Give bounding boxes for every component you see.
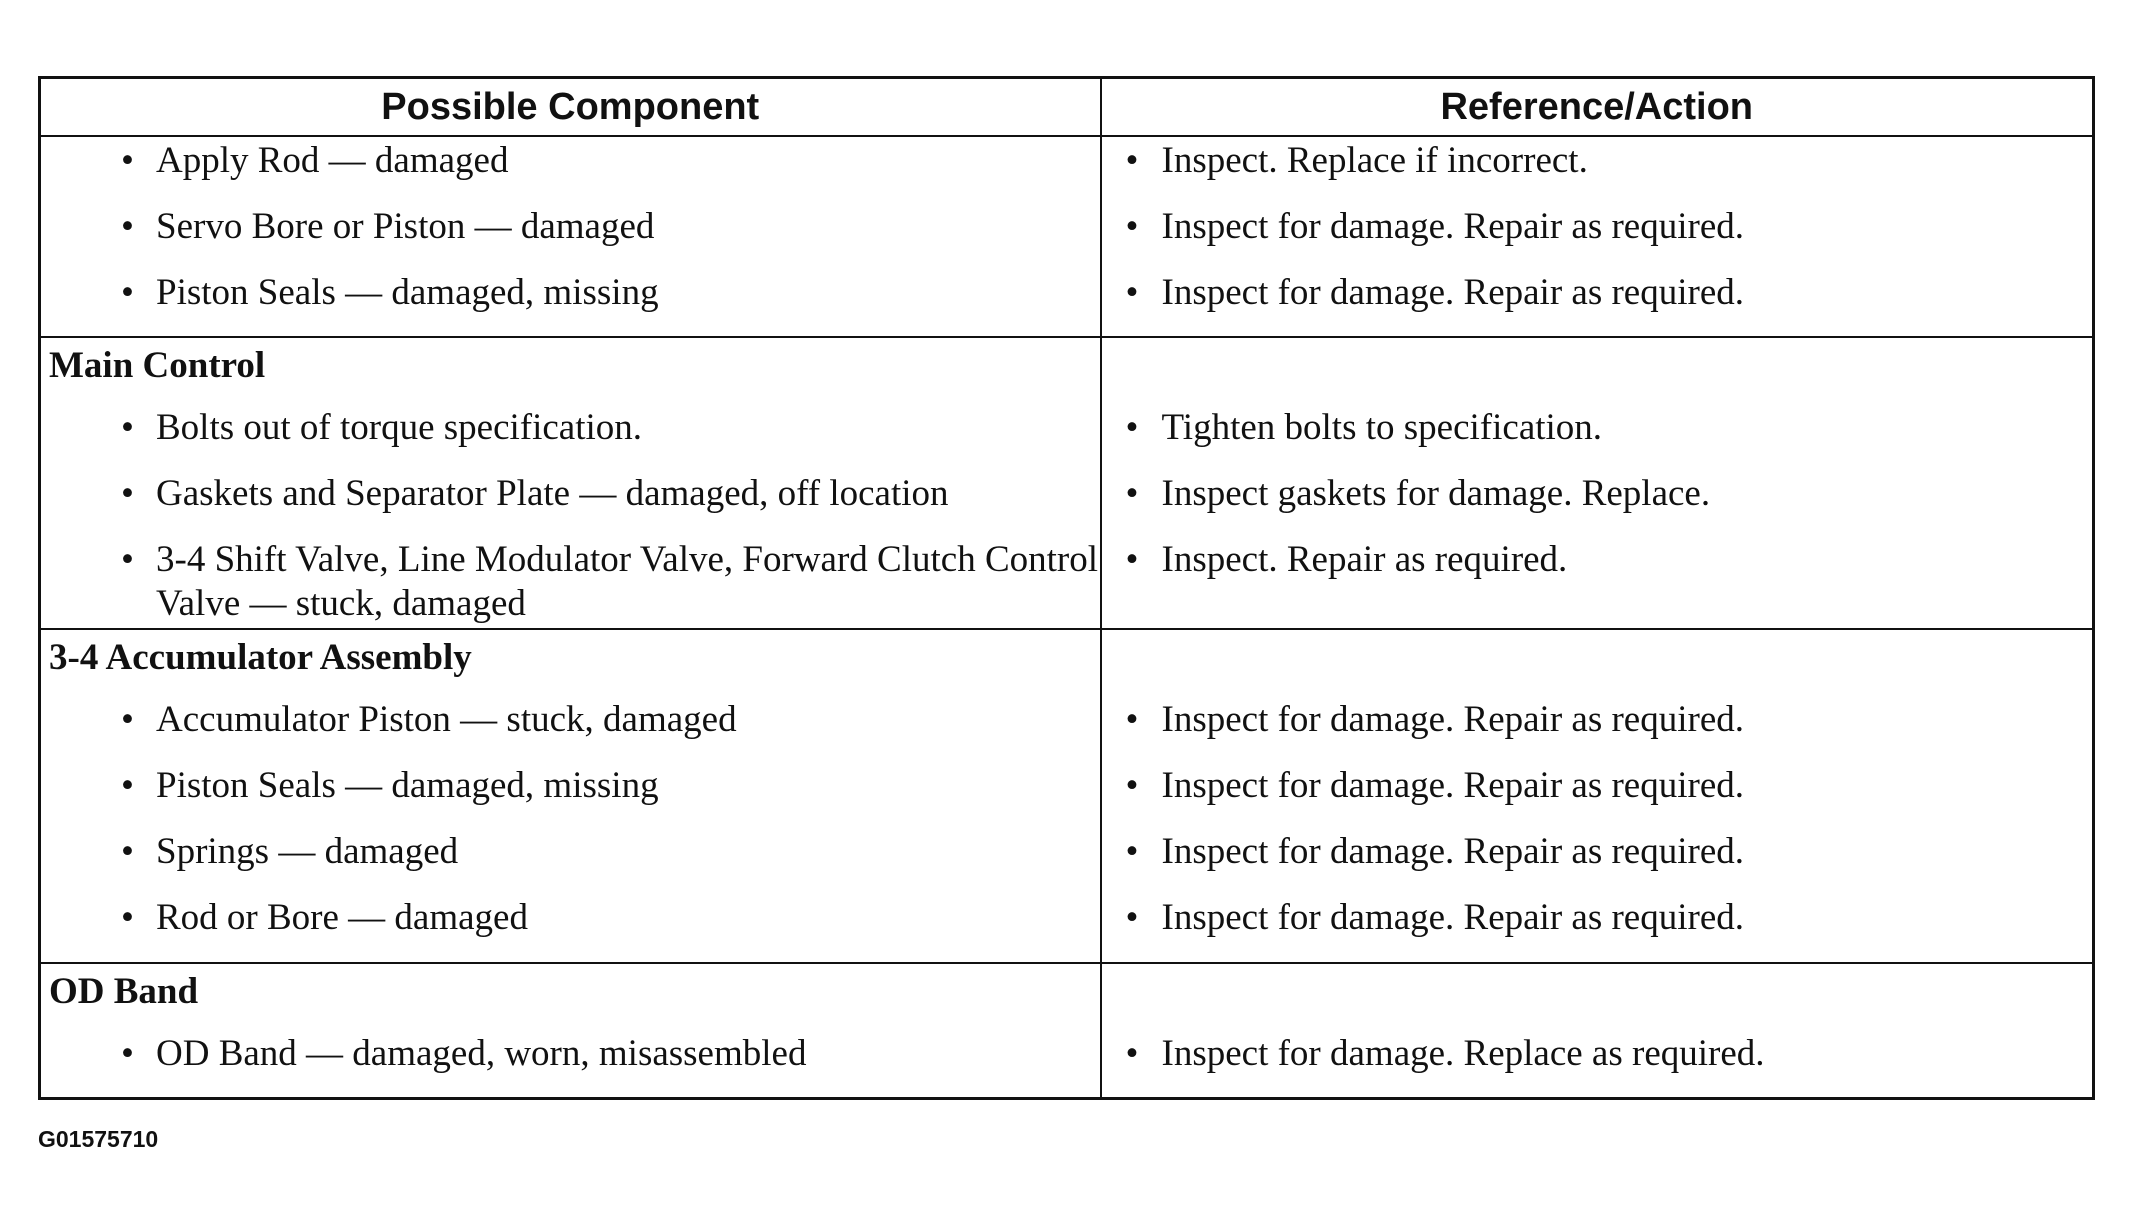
action-cell — [1101, 337, 2094, 629]
table-header-row — [40, 78, 2094, 137]
action-item-text: Inspect for damage. Repair as required. — [1161, 897, 1744, 939]
figure-id: G01575710 — [38, 1126, 159, 1152]
component-item — [41, 894, 1100, 960]
section-spacer — [1102, 964, 2093, 1030]
bullet-icon: • — [121, 140, 134, 181]
action-item — [1102, 404, 2093, 470]
bullet-icon: • — [121, 539, 134, 581]
table-row — [40, 963, 2094, 1098]
component-item-text: Apply Rod — damaged — [156, 140, 509, 181]
section-title: OD Band — [49, 971, 199, 1013]
bullet-icon: • — [1125, 765, 1139, 807]
table-row — [40, 629, 2094, 963]
component-cell — [40, 337, 1101, 629]
component-item-text: OD Band — damaged, worn, misassembled — [156, 1033, 807, 1075]
diagnosis-table — [38, 76, 2095, 1100]
component-cell — [40, 629, 1101, 963]
bullet-icon: • — [121, 765, 134, 807]
section-spacer — [1102, 630, 2093, 696]
header-reference-action: Reference/Action — [1101, 78, 2094, 137]
component-item-text: Bolts out of torque specification. — [156, 407, 643, 449]
bullet-icon: • — [1125, 473, 1139, 515]
action-item — [1102, 536, 2093, 626]
action-item — [1102, 137, 2093, 203]
action-cell — [1101, 136, 2094, 337]
action-item-text: Inspect. Replace if incorrect. — [1161, 140, 1588, 181]
component-item — [41, 404, 1100, 470]
component-item — [41, 137, 1100, 203]
bullet-icon: • — [1125, 897, 1139, 939]
component-cell — [40, 136, 1101, 337]
action-cell — [1101, 963, 2094, 1098]
component-item-text: Rod or Bore — damaged — [156, 897, 528, 939]
action-item-text: Inspect gaskets for damage. Replace. — [1161, 473, 1711, 515]
component-item — [41, 1030, 1100, 1096]
action-item — [1102, 696, 2093, 762]
component-item — [41, 470, 1100, 536]
section-title: 3-4 Accumulator Assembly — [49, 637, 472, 679]
header-possible-component: Possible Component — [40, 78, 1101, 137]
action-item — [1102, 470, 2093, 536]
bullet-icon: • — [1125, 1033, 1139, 1075]
component-item-text: Accumulator Piston — stuck, damaged — [156, 699, 737, 741]
bullet-icon: • — [121, 831, 134, 873]
component-item-text: Servo Bore or Piston — damaged — [156, 206, 655, 247]
action-item-text: Inspect for damage. Repair as required. — [1161, 272, 1744, 313]
bullet-icon: • — [1125, 699, 1139, 741]
action-item-text: Inspect for damage. Repair as required. — [1161, 699, 1744, 741]
component-item-text: 3-4 Shift Valve, Line Modulator Valve, Forward Clutch Control Valve — stuck, damaged — [156, 539, 1099, 625]
component-item-text: Piston Seals — damaged, missing — [156, 765, 659, 807]
component-item-text: Piston Seals — damaged, missing — [156, 272, 659, 313]
component-item — [41, 828, 1100, 894]
action-item — [1102, 894, 2093, 960]
bullet-icon: • — [121, 272, 134, 313]
action-item — [1102, 828, 2093, 894]
table-row — [40, 337, 2094, 629]
bullet-icon: • — [1125, 407, 1139, 449]
component-item — [41, 203, 1100, 269]
bullet-icon: • — [1125, 831, 1139, 873]
action-item-text: Tighten bolts to specification. — [1161, 407, 1603, 449]
component-item — [41, 762, 1100, 828]
bullet-icon: • — [121, 699, 134, 741]
component-item-text: Springs — damaged — [156, 831, 459, 873]
bullet-icon: • — [1125, 539, 1139, 581]
bullet-icon: • — [1125, 206, 1139, 247]
action-item-text: Inspect. Repair as required. — [1161, 539, 1568, 581]
bullet-icon: • — [1125, 140, 1139, 181]
bullet-icon: • — [121, 897, 134, 939]
action-item — [1102, 1030, 2093, 1096]
bullet-icon: • — [1125, 272, 1139, 313]
table-body — [40, 136, 2094, 1099]
bullet-icon: • — [121, 407, 134, 449]
section-title: Main Control — [49, 345, 266, 387]
component-item — [41, 696, 1100, 762]
component-item — [41, 536, 1100, 626]
bullet-icon: • — [121, 473, 134, 515]
action-item-text: Inspect for damage. Repair as required. — [1161, 765, 1744, 807]
component-item-text: Gaskets and Separator Plate — damaged, off location — [156, 473, 949, 515]
action-item-text: Inspect for damage. Repair as required. — [1161, 831, 1744, 873]
action-item — [1102, 762, 2093, 828]
table-row — [40, 136, 2094, 337]
bullet-icon: • — [121, 1033, 134, 1075]
action-item-text: Inspect for damage. Repair as required. — [1161, 206, 1744, 247]
section-spacer — [1102, 338, 2093, 404]
action-cell — [1101, 629, 2094, 963]
action-item — [1102, 203, 2093, 269]
action-item-text: Inspect for damage. Replace as required. — [1161, 1033, 1765, 1075]
action-item — [1102, 269, 2093, 335]
component-item — [41, 269, 1100, 335]
component-cell — [40, 963, 1101, 1098]
bullet-icon: • — [121, 206, 134, 247]
